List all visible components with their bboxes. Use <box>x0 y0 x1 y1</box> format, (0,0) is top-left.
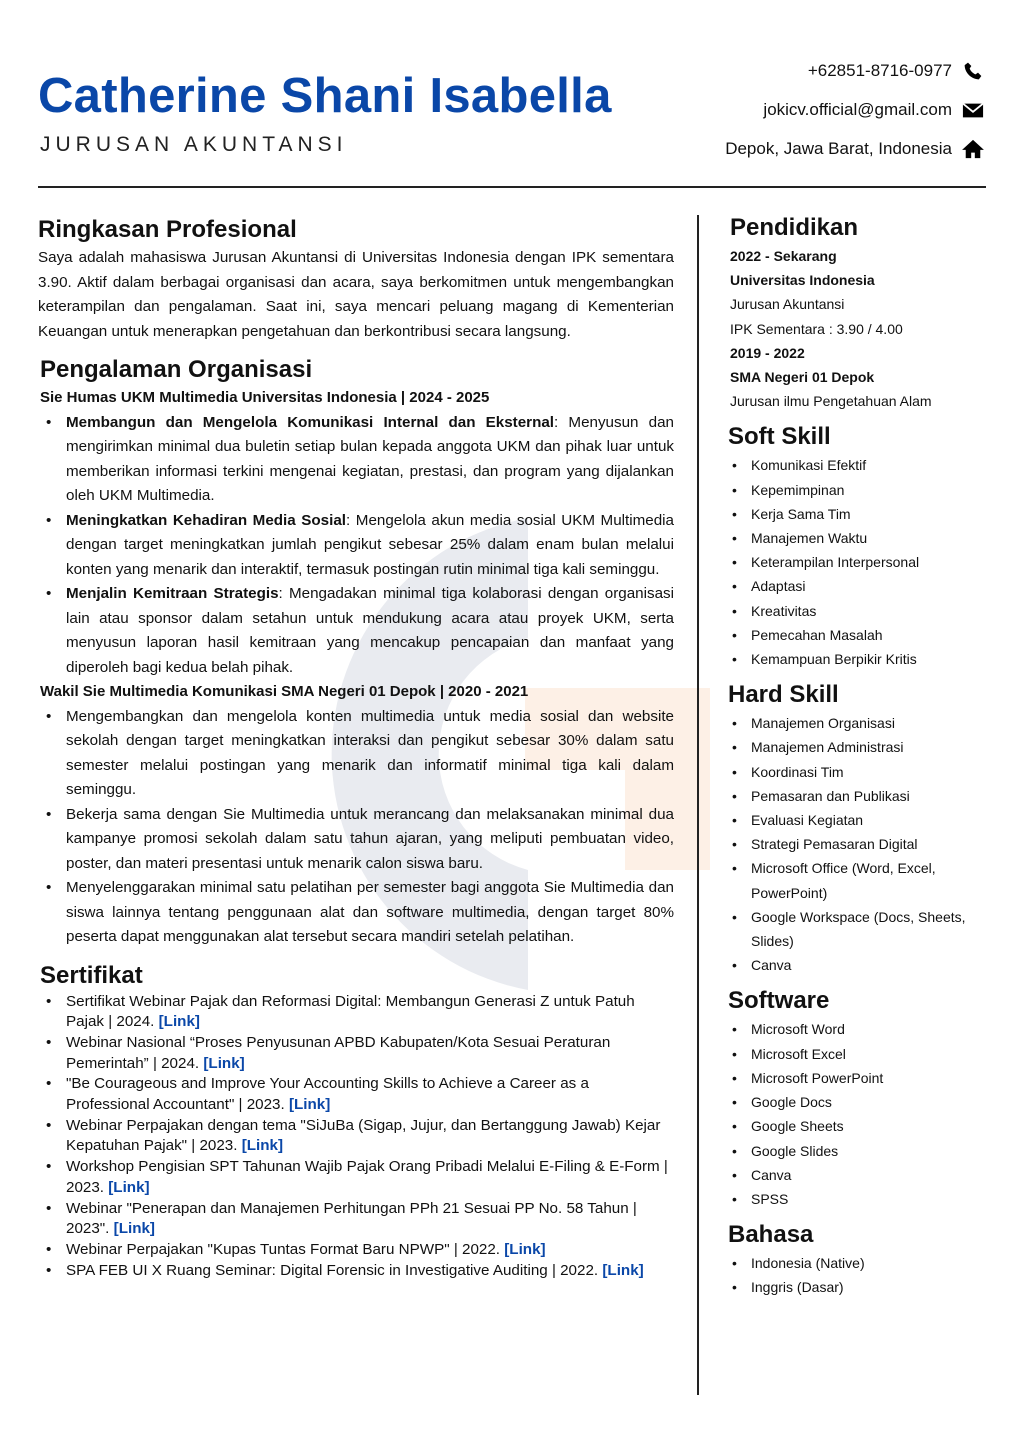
education-detail: Jurusan Akuntansi <box>730 296 845 313</box>
achievement-text: : Menyusun dan mengirimkan minimal dua buletin setiap bulan kepada anggota UKM dan pihak luar untuk memberikan informasi terkini mengenai kegiatan, prestasi, dan program yang dijalankan oleh UKM Multimedia. <box>66 413 674 504</box>
email-text: jokicv.official@gmail.com <box>763 100 952 119</box>
languages-title: Bahasa <box>728 1221 814 1249</box>
candidate-subtitle: JURUSAN AKUNTANSI <box>40 133 348 156</box>
achievement-text: Menyelenggarakan minimal satu pelatihan per semester bagi anggota Sie Multimedia dan siswa lainnya tentang penggunaan alat dan software multimedia, dengan target 80% peserta dapat menggunakan alat tersebut secara mandiri setelah pelatihan. <box>66 879 674 945</box>
list-item: • Microsoft Office (Word, Excel, PowerPoint) <box>728 856 988 904</box>
certificate-item <box>38 1074 674 1115</box>
achievement-text: : Mengadakan minimal tiga kolaborasi dengan organisasi lain atau sponsor dalam setahun untuk mendukung acara atau proyek UKM, serta menyusun laporan hasil kemitraan yang mencakup pencapaian dan manfaat yang diperoleh bagi kedua belah pihak. <box>66 585 674 676</box>
certificate-item <box>38 1261 674 1282</box>
role-achievements <box>38 705 674 950</box>
software-section <box>728 985 988 1211</box>
certificate-item <box>38 992 674 1033</box>
certificate-link[interactable]: [Link] <box>288 1096 331 1114</box>
list-item: • Kerja Sama Tim <box>728 502 988 526</box>
home-icon <box>962 139 984 159</box>
education-school: SMA Negeri 01 Depok <box>730 369 875 386</box>
certificate-text: Webinar Perpajakan "Kupas Tuntas Format Baru NPWP" | 2022. <box>66 1240 500 1258</box>
list-item: • Kepemimpinan <box>728 478 988 502</box>
education-detail: Jurusan ilmu Pengetahuan Alam <box>730 393 932 410</box>
certificate-link[interactable]: [Link] <box>113 1220 155 1238</box>
role-title: Sie Humas UKM Multimedia Universitas Indonesia | 2024 - 2025 <box>40 389 490 406</box>
list-item: • Kemampuan Berpikir Kritis <box>728 647 988 671</box>
list-item: • Indonesia (Native) <box>728 1251 988 1275</box>
list-item: • Manajemen Waktu <box>728 526 988 550</box>
education-title: Pendidikan <box>730 214 859 241</box>
list-item: • Evaluasi Kegiatan <box>728 808 988 832</box>
education-detail: IPK Sementara : 3.90 / 4.00 <box>730 320 903 337</box>
achievement-heading: Membangun dan Mengelola Komunikasi Internal dan Eksternal <box>66 413 555 431</box>
hard-skills-list <box>728 711 988 977</box>
certificate-link[interactable]: [Link] <box>158 1013 200 1031</box>
certificate-text: "Be Courageous and Improve Your Accounting Skills to Achieve a Career as a Professional Accountant" | 2023. <box>66 1075 589 1114</box>
certificate-item <box>38 1240 674 1261</box>
list-item: • Pemecahan Masalah <box>728 623 988 647</box>
list-item: • Strategi Pemasaran Digital <box>728 832 988 856</box>
certificate-text: SPA FEB UI X Ruang Seminar: Digital Forensic in Investigative Auditing | 2022. <box>66 1261 599 1279</box>
list-item: • Google Docs <box>728 1090 988 1114</box>
certificate-text: Webinar Nasional “Proses Penyusunan APBD Kabupaten/Kota Sesuai Peraturan Pemerintah” | 2024. <box>66 1033 611 1072</box>
right-column <box>728 212 988 1300</box>
certificate-item <box>38 1116 674 1157</box>
list-item: • Kreativitas <box>728 599 988 623</box>
list-item: • Canva <box>728 1163 988 1187</box>
achievement-item <box>38 705 674 803</box>
education-period: 2022 - Sekarang <box>730 248 837 264</box>
location-text: Depok, Jawa Barat, Indonesia <box>725 139 952 158</box>
certificate-item <box>38 1157 674 1198</box>
experience-title: Pengalaman Organisasi <box>40 356 313 383</box>
left-column <box>38 214 674 1281</box>
software-title: Software <box>728 987 830 1015</box>
achievement-heading: Meningkatkan Kehadiran Media Sosial <box>66 511 347 529</box>
achievement-item <box>38 509 674 583</box>
certificate-text: Webinar "Penerapan dan Manajemen Perhitungan PPh 21 Sesuai PP No. 58 Tahun | 2023". <box>66 1199 637 1238</box>
education-school: Universitas Indonesia <box>730 272 875 289</box>
soft-skills-title: Soft Skill <box>728 423 831 451</box>
list-item: • Keterampilan Interpersonal <box>728 550 988 574</box>
experience-section <box>38 354 674 950</box>
phone-text: +62851-8716-0977 <box>807 61 952 80</box>
list-item: • Canva <box>728 953 988 977</box>
certificates-section <box>38 960 674 1282</box>
achievement-item <box>38 411 674 509</box>
list-item: • SPSS <box>728 1187 988 1211</box>
achievement-heading: Menjalin Kemitraan Strategis <box>66 585 279 602</box>
list-item: • Google Workspace (Docs, Sheets, Slides) <box>728 905 988 953</box>
certificate-text: Webinar Perpajakan dengan tema "SiJuBa (Sigap, Jujur, dan Bertanggung Jawab) Kejar Kepatuhan Pajak" | 2023. <box>66 1116 661 1155</box>
column-divider <box>697 215 699 1395</box>
summary-section <box>38 214 674 344</box>
certificate-item <box>38 1199 674 1240</box>
list-item: • Pemasaran dan Publikasi <box>728 784 988 808</box>
certificate-link[interactable]: [Link] <box>241 1137 284 1155</box>
achievement-item <box>38 582 674 680</box>
certificate-text: Sertifikat Webinar Pajak dan Reformasi Digital: Membangun Generasi Z untuk Patuh Pajak | 2024. <box>66 992 635 1031</box>
envelope-icon <box>962 100 984 120</box>
list-item: • Microsoft PowerPoint <box>728 1066 988 1090</box>
software-list <box>728 1017 988 1211</box>
contact-phone <box>808 61 984 81</box>
education-period: 2019 - 2022 <box>730 344 805 361</box>
list-item: • Microsoft Word <box>728 1017 988 1041</box>
list-item: • Komunikasi Efektif <box>728 453 988 477</box>
list-item: • Inggris (Dasar) <box>728 1275 988 1299</box>
header-divider <box>38 186 986 188</box>
list-item: • Koordinasi Tim <box>728 760 988 784</box>
achievement-text: Bekerja sama dengan Sie Multimedia untuk merancang dan melaksanakan minimal dua kampanye promosi sekolah dalam satu tahun ajaran, yang meliputi pembuatan video, poster, dan materi presentasi untuk menarik calon siswa baru. <box>66 805 674 872</box>
certificate-link[interactable]: [Link] <box>108 1178 150 1196</box>
list-item: • Manajemen Organisasi <box>728 711 988 735</box>
languages-section <box>728 1219 988 1299</box>
soft-skills-list <box>728 453 988 671</box>
candidate-name: Catherine Shani Isabella <box>38 69 612 123</box>
list-item: • Adaptasi <box>728 574 988 598</box>
hard-skills-title: Hard Skill <box>728 681 839 709</box>
certificate-link[interactable]: [Link] <box>602 1261 644 1279</box>
certificate-link[interactable]: [Link] <box>504 1240 546 1258</box>
summary-title: Ringkasan Profesional <box>38 216 297 243</box>
certificate-item <box>38 1033 674 1074</box>
achievement-item <box>38 876 674 950</box>
list-item: • Google Sheets <box>728 1114 988 1138</box>
certificate-link[interactable]: [Link] <box>203 1054 245 1072</box>
hard-skills-section <box>728 679 988 977</box>
list-item: • Microsoft Excel <box>728 1042 988 1066</box>
role-title: Wakil Sie Multimedia Komunikasi SMA Negeri 01 Depok | 2020 - 2021 <box>40 683 529 700</box>
phone-icon <box>962 61 984 81</box>
certificate-text: Workshop Pengisian SPT Tahunan Wajib Pajak Orang Pribadi Melalui E-Filing & E-Form | 2023. <box>66 1158 668 1196</box>
list-item: • Google Slides <box>728 1139 988 1163</box>
soft-skills-section <box>728 421 988 671</box>
certificates-title: Sertifikat <box>40 961 143 989</box>
contact-location <box>725 139 984 159</box>
role-achievements <box>38 411 674 681</box>
achievement-item <box>38 803 674 877</box>
list-item: • Manajemen Administrasi <box>728 735 988 759</box>
achievement-text: Mengembangkan dan mengelola konten multimedia untuk media sosial dan website sekolah dengan target meningkatkan interaksi dan pengikut sebesar 30% dalam satu semester melalui postingan yang menarik dan informatif minimal tiga kali dalam seminggu. <box>66 707 674 798</box>
achievement-text: : Mengelola akun media sosial UKM Multimedia dengan target meningkatkan jumlah pengikut sebesar 25% dalam enam bulan melalui konten yang menarik dan interaktif, termasuk postingan rutin minimal tiga kali seminggu. <box>66 511 674 578</box>
contact-email <box>763 100 984 120</box>
summary-text: Saya adalah mahasiswa Jurusan Akuntansi di Universitas Indonesia dengan IPK sementara 3.90. Aktif dalam berbagai organisasi dan acara, saya berkomitmen untuk mengembangkan keterampilan dan pengalaman. Saat ini, saya mencari peluang magang di Kementerian Keuangan untuk menerapkan pengetahuan dan berkontribusi secara langsung. <box>38 249 674 340</box>
languages-list <box>728 1251 988 1299</box>
